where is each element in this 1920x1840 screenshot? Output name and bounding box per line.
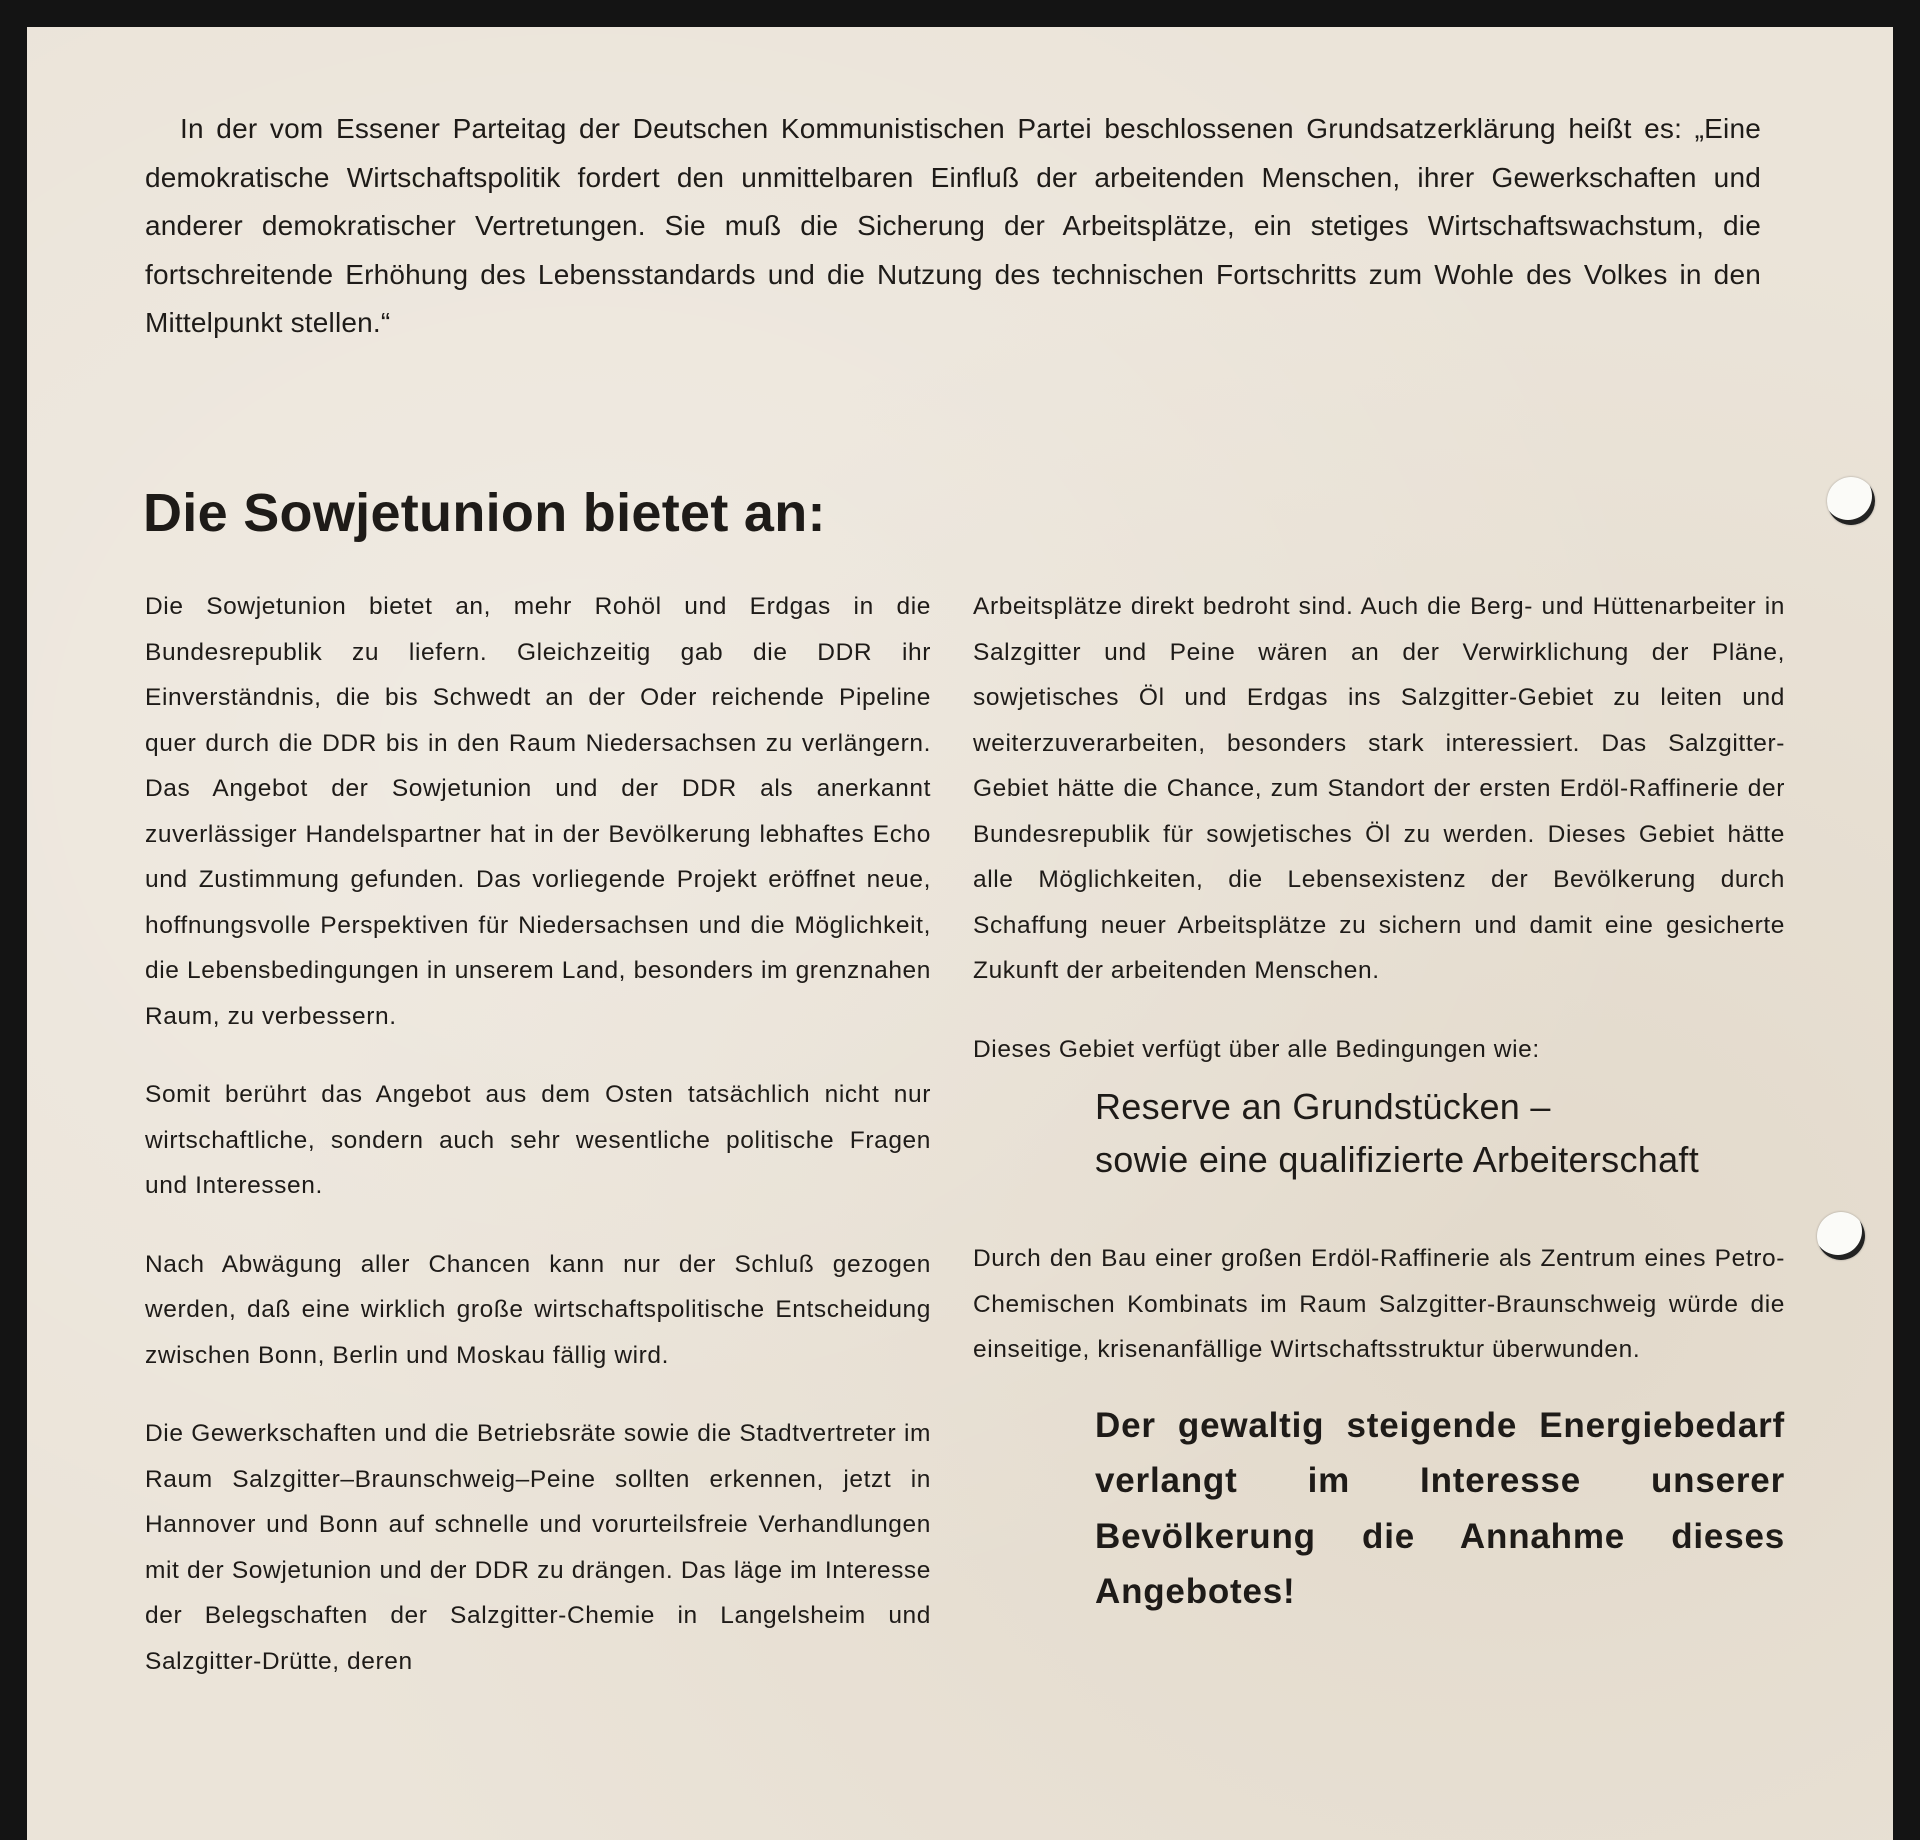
left-paragraph-3: Nach Abwägung aller Chancen kann nur der Schluß gezogen werden, daß eine wirklich große wirtschaftspolitische Entscheidung zwischen Bonn, Berlin und Moskau fällig wird.	[145, 1250, 931, 1369]
left-paragraph-2: Somit berührt das Angebot aus dem Osten tatsächlich nicht nur wirtschaftliche, sondern auch sehr wesentliche politische Fragen und Interessen.	[145, 1081, 931, 1199]
right-continuation-paragraph: Arbeitsplätze direkt bedroht sind. Auch die Berg- und Hüttenarbeiter in Salzgitter und Peine wären an der Verwirklichung der Pläne, sowjetisches Öl und Erdgas ins Salzgitter-Gebiet zu leiten und weiterzuverarbeiten, besonders stark interessiert. Das Salzgitter-Gebiet hätte die Chance, zum Standort der ersten Erdöl-Raffinerie der Bundesrepublik für sowjetisches Öl zu werden. Dieses Gebiet hätte alle Möglichkeiten, die Lebensexistenz der Bevölkerung durch Schaffung neuer Arbeitsplätze zu sichern und damit eine gesicherte Zukunft der arbeitenden Menschen.	[973, 593, 1785, 984]
callout-statement: Der gewaltig steigende Energiebedarf verlangt im Interesse unserer Bevölkerung die Annahme dieses Angebotes!	[1095, 1405, 1785, 1611]
right-column	[973, 584, 1785, 1620]
punch-hole	[1827, 477, 1875, 525]
left-paragraph-1: Die Sowjetunion bietet an, mehr Rohöl und Erdgas in die Bundesrepublik zu liefern. Gleichzeitig gab die DDR ihr Einverständnis, die bis Schwedt an der Oder reichende Pipeline quer durch die DDR bis in den Raum Niedersachsen zu verlängern. Das Angebot der Sowjetunion und der DDR als anerkannt zuverlässiger Handelspartner hat in der Bevölkerung lebhaftes Echo und Zustimmung gefunden. Das vorliegende Projekt eröffnet neue, hoffnungsvolle Perspektiven für Niedersachsen und die Möglichkeit, die Lebensbedingungen in unserem Land, besonders im grenznahen Raum, zu verbessern.	[145, 593, 931, 1030]
conditions-intro: Dieses Gebiet verfügt über alle Bedingungen wie:	[973, 1035, 1540, 1063]
punch-hole	[1817, 1212, 1865, 1260]
reserve-line-1: Reserve an Grundstücken –	[1095, 1086, 1551, 1127]
left-paragraph-4: Die Gewerkschaften und die Betriebsräte sowie die Stadtvertreter im Raum Salzgitter–Braunschweig–Peine sollten erkennen, jetzt in Hannover und Bonn auf schnelle und vorurteilsfreie Verhandlungen mit der Sowjetunion und der DDR zu drängen. Das läge im Interesse der Belegschaften der Salzgitter-Chemie in Langelsheim und Salzgitter-Drütte, deren	[145, 1420, 931, 1675]
intro-paragraph: In der vom Essener Parteitag der Deutschen Kommunistischen Partei beschlossenen Grundsatzerklärung heißt es: „Eine demokratische Wirtschaftspolitik fordert den unmittelbaren Einfluß der arbeitenden Menschen, ihrer Gewerkschaften und anderer demokratischer Vertretungen. Sie muß die Sicherung der Arbeitsplätze, ein stetiges Wirtschaftswachstum, die fortschreitende Erhöhung des Lebensstandards und die Nutzung des technischen Fortschritts zum Wohle des Volkes in den Mittelpunkt stellen.“	[145, 113, 1761, 338]
reserve-line-2: sowie eine qualifizierte Arbeiterschaft	[1095, 1139, 1700, 1180]
left-column	[145, 584, 931, 1717]
refinery-paragraph: Durch den Bau einer großen Erdöl-Raffinerie als Zentrum eines Petro-Chemischen Kombinats im Raum Salzgitter-Braunschweig würde die einseitige, krisenanfällige Wirtschaftsstruktur überwunden.	[973, 1245, 1785, 1363]
conditions-highlight	[1095, 1080, 1785, 1186]
headline: Die Sowjetunion bietet an:	[143, 483, 826, 543]
document-page	[27, 27, 1893, 1840]
